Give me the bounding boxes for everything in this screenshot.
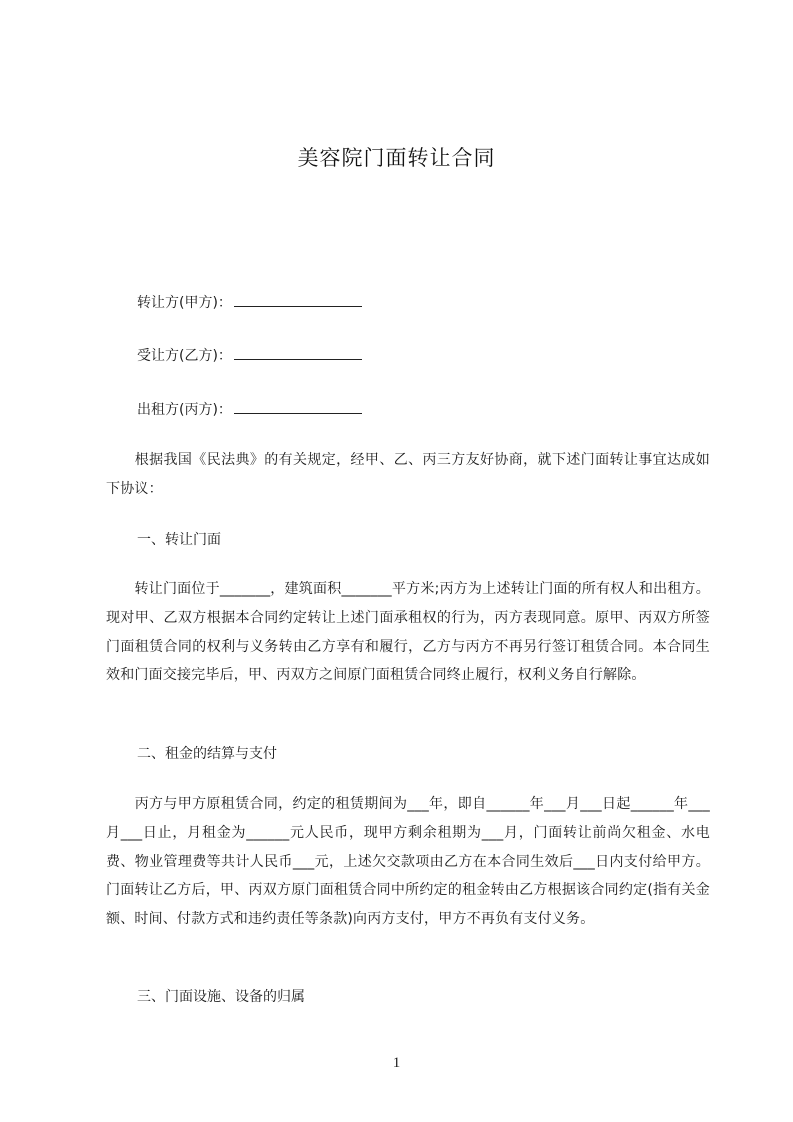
party-label: 出租方(丙方)：	[137, 402, 232, 418]
section-heading: 二、租金的结算与支付	[137, 746, 277, 762]
party-lessor	[137, 399, 362, 420]
signature-blank	[234, 292, 362, 307]
party-transferee	[137, 345, 362, 366]
intro-paragraph: 根据我国《民法典》的有关规定，经甲、乙、丙三方友好协商，就下述门面转让事宜达成如下协议：	[106, 452, 710, 497]
section-heading: 一、转让门面	[137, 532, 221, 548]
party-label: 转让方(甲方)：	[137, 295, 232, 311]
party-label: 受让方(乙方)：	[137, 348, 232, 364]
signature-blank	[234, 345, 362, 360]
document-title: 美容院门面转让合同	[297, 146, 496, 170]
page-number: 1	[392, 1055, 401, 1071]
section-body: 转让门面位于_______，建筑面积_______平方米;丙方为上述转让门面的所有权人和出租方。现对甲、乙双方根据本合同约定转让上述门面承租权的行为，丙方表现同意。原甲、丙双方所签门面租赁合同的权利与义务转由乙方享有和履行，乙方与丙方不再另行签订租赁合同。本合同生效和门面交接完毕后，甲、丙双方之间原门面租赁合同终止履行，权利义务自行解除。	[106, 581, 710, 684]
section-body: 丙方与甲方原租赁合同，约定的租赁期间为___年，即自______年___月___日起______年___月___日止，月租金为______元人民币，现甲方剩余租期为___月，门面转让前尚欠租金、水电费、物业管理费等共计人民币___元，上述欠交款项由乙方在本合同生效后___日内支付给甲方。门面转让乙方后，甲、丙双方原门面租赁合同中所约定的租金转由乙方根据该合同约定(指有关金额、时间、付款方式和违约责任等条款)向丙方支付，甲方不再负有支付义务。	[106, 796, 710, 928]
section-heading: 三、门面设施、设备的归属	[137, 989, 305, 1005]
party-transferor	[137, 292, 362, 313]
signature-blank	[234, 399, 362, 414]
